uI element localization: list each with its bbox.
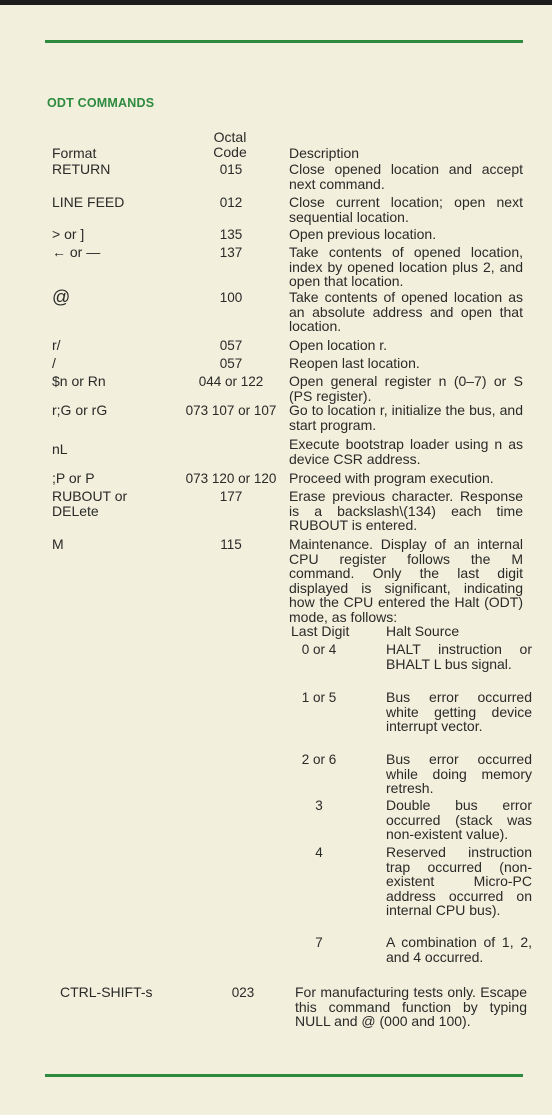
command-code: 100	[219, 290, 243, 305]
top-green-rule	[45, 40, 523, 43]
command-format: @	[52, 287, 71, 307]
command-description: Close current location; open next sequential location.	[289, 194, 523, 225]
header-description: Description	[289, 145, 360, 161]
command-description: Proceed with program execution.	[289, 470, 494, 486]
halt-source: HALT instruction or BHALT L bus signal.	[386, 641, 532, 672]
top-edge-bar	[0, 0, 552, 5]
command-format: ;P or P	[52, 470, 95, 486]
command-format: > or ]	[52, 226, 85, 242]
header-octal-code	[198, 130, 262, 160]
command-description: Take contents of opened location as an absolute address and open that location.	[289, 289, 523, 334]
command-description: Erase previous character. Response is a backslash\(134) each time RUBOUT is entered.	[289, 488, 523, 533]
command-description: Execute bootstrap loader using n as device CSR address.	[289, 436, 523, 467]
section-title: ODT COMMANDS	[47, 96, 155, 110]
halt-source: Bus error occurred white getting device interrupt vector.	[386, 689, 532, 734]
header-code-text: Octal Code	[213, 129, 247, 160]
command-format: M	[52, 536, 64, 552]
halt-source: A combination of 1, 2, and 4 occurred.	[386, 934, 532, 965]
header-format: Format	[52, 145, 97, 161]
command-code: 023	[231, 985, 255, 1000]
command-code: 073 107 or 107	[185, 403, 277, 418]
command-format: $n or Rn	[52, 373, 106, 389]
command-code: 073 120 or 120	[185, 471, 277, 486]
command-code: 057	[219, 356, 243, 371]
command-code: 115	[220, 537, 242, 552]
halt-digit: 3	[315, 798, 323, 813]
command-format: ← or —	[52, 244, 101, 260]
halt-digit: 4	[315, 845, 323, 860]
bottom-green-rule	[45, 1074, 523, 1077]
halt-source: Double bus error occurred (stack was non-existent value).	[386, 797, 532, 842]
command-description: Open location r.	[289, 337, 388, 353]
command-description: Close opened location and accept next command.	[289, 161, 523, 192]
command-format: CTRL-SHIFT-s	[60, 984, 153, 1000]
halt-digit: 7	[315, 935, 323, 950]
command-format: RETURN	[52, 161, 111, 177]
command-code: 015	[219, 162, 243, 177]
command-description: Open general register n (0–7) or S (PS register).	[289, 373, 523, 404]
halt-source-header: Halt Source	[386, 623, 460, 639]
halt-digit: 2 or 6	[301, 752, 337, 767]
command-format: RUBOUT or DELete	[52, 488, 128, 519]
command-description: Maintenance. Display of an internal CPU register follows the M command. Only the last digit displayed is significant, indicating how the CPU entered the Halt (ODT) mode, as follows:	[289, 536, 523, 625]
command-description: Open previous location.	[289, 226, 437, 242]
command-format: /	[52, 355, 56, 371]
command-format: LINE FEED	[52, 194, 125, 210]
command-description: Take contents of opened location, index by opened location plus 2, and open that location.	[289, 244, 523, 289]
halt-digit-header: Last Digit	[291, 623, 350, 639]
command-code: 057	[219, 338, 243, 353]
halt-digit: 1 or 5	[301, 690, 337, 705]
command-code: 044 or 122	[198, 374, 264, 389]
halt-source: Reserved instruction trap occurred (non-existent Micro-PC address occurred on internal CPU bus).	[386, 844, 532, 918]
halt-source: Bus error occurred while doing memory retresh.	[386, 751, 532, 796]
command-format: r;G or rG	[52, 402, 108, 418]
command-format: r/	[52, 337, 61, 353]
command-description: Reopen last location.	[289, 355, 420, 371]
command-description: Go to location r, initialize the bus, and start program.	[289, 402, 523, 433]
command-code: 137	[219, 245, 243, 260]
command-format: nL	[52, 441, 68, 457]
command-description: For manufacturing tests only. Escape this command function by typing NULL and @ (000 and 100).	[295, 984, 527, 1029]
halt-digit: 0 or 4	[301, 642, 337, 657]
command-code: 135	[219, 227, 243, 242]
command-code: 177	[219, 489, 243, 504]
command-code: 012	[219, 195, 243, 210]
